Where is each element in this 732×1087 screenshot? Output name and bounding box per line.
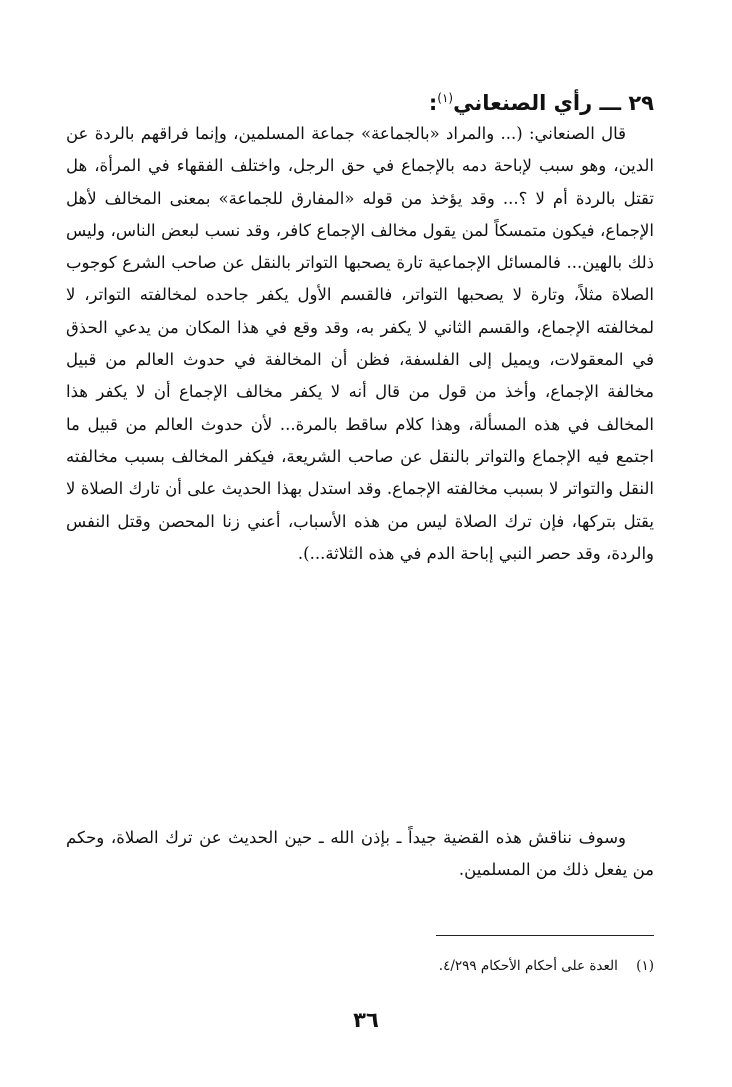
quote-paragraph: قال الصنعاني: (... والمراد «بالجماعة» جماعة المسلمين، وإنما فراقهم بالردة عن الدين، وهو سبب لإباحة دمه بالإجماع في حق الرجل، واختلف الفقهاء في المرأة، هل تقتل بالردة أم لا ؟... وقد يؤخذ من قوله «المفارق للجماعة» بمعنى المخالف لأهل الإجماع، فيكون متمسكاً لمن يقول مخالف الإجماع كافر، وقد نسب لبعض الناس، وليس ذلك بالهين... فالمسائل الإجماعية تارة يصحبها التواتر بالنقل عن صاحب الشرع كوجوب الصلاة مثلاً، وتارة لا يصحبها التواتر، فالقسم الأول يكفر جاحده لمخالفته التواتر، لا لمخالفته الإجماع، والقسم الثاني لا يكفر به، وقد وقع في هذا المكان من يدعي الحذق في المعقولات، ويميل إلى الفلسفة، فظن أن المخالفة في حدوث العالم من قبيل مخالفة الإجماع، وأخذ من قول من قال أنه لا يكفر مخالف الإجماع أن لا يكفر هذا المخالف في هذه المسألة، وهذا كلام ساقط بالمرة... لأن حدوث العالم من قبيل ما اجتمع فيه الإجماع والتواتر بالنقل عن صاحب الشريعة، فيكفر المخالف بسبب مخالفته النقل والتواتر لا بسبب مخالفته الإجماع. وقد استدل بهذا الحديث على أن تارك الصلاة لا يقتل بتركها، فإن ترك الصلاة ليس من هذه الأسباب، أعني زنا المحصن وقتل النفس والردة، وقد حصر النبي إباحة الدم في هذه الثلاثة...). xyxy=(66,124,654,563)
heading-colon: : xyxy=(428,91,438,115)
section-dash: ـــ xyxy=(599,91,622,115)
closing-paragraph: وسوف نناقش هذه القضية جيداً ـ بإذن الله ـ حين الحديث عن ترك الصلاة، وحكم من يفعل ذلك من المسلمين. xyxy=(66,828,654,880)
section-heading xyxy=(429,82,654,119)
footnote xyxy=(439,955,654,977)
footnote-text: العدة على أحكام الأحكام ٤/٢٩٩. xyxy=(438,958,618,974)
footnote-number: (١) xyxy=(636,958,654,974)
page-number: ٣٦ xyxy=(353,1008,379,1032)
footnote-reference: (١) xyxy=(437,91,454,105)
footnote-divider xyxy=(436,935,654,936)
quote-block xyxy=(66,118,654,570)
section-number: ٢٩ xyxy=(628,91,654,115)
section-title: رأي الصنعاني xyxy=(453,91,593,115)
